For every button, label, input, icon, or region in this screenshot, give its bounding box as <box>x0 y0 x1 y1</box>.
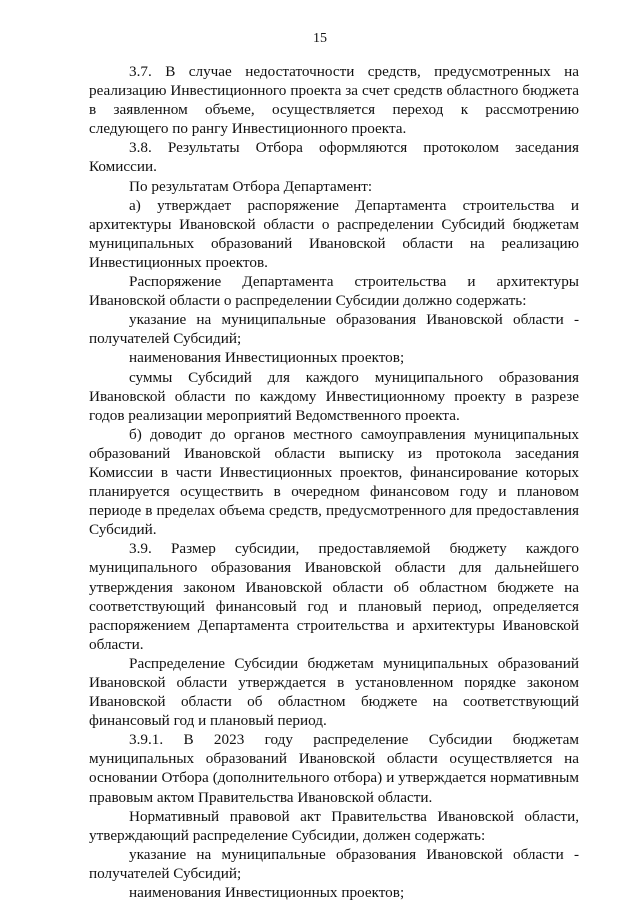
paragraph-subsidy-amounts: суммы Субсидий для каждого муниципального образования Ивановской области по каждому Инвестиционному проекту в разрезе годов реализации мероприятий Ведомственного проекта. <box>89 368 579 424</box>
paragraph-3-9-1: 3.9.1. В 2023 году распределение Субсидии бюджетам муниципальных образований Ивановской области осуществляется на основании Отбора (дополнительного отбора) и утверждается нормативным правовым актом Правительства Ивановской области. <box>89 731 579 806</box>
paragraph-project-names-2: наименования Инвестиционных проектов; <box>129 884 405 902</box>
paragraph-3-9: 3.9. Размер субсидии, предоставляемой бюджету каждого муниципального образования Ивановской области для дальнейшего утверждения законом Ивановской области об областном бюджете на соответствующий финансовый год и плановый период, определяется распоряжением Департамента строительства и архитектуры Ивановской области. <box>89 540 579 653</box>
paragraph-normative-act: Нормативный правовой акт Правительства Ивановской области, утверждающий распределение Субсидии, должен содержать: <box>89 807 579 844</box>
paragraph-item-b: б) доводит до органов местного самоуправления муниципальных образований Ивановской области выписку из протокола заседания Комиссии в части Инвестиционных проектов, финансирование которых планируется осуществить в очередном финансовом году и плановом периоде в пределах объема средств, предусмотренного для предоставления Субсидий. <box>89 425 579 539</box>
paragraph-recipients: указание на муниципальные образования Ивановской области - получателей Субсидий; <box>89 311 579 348</box>
paragraph-item-a: а) утверждает распоряжение Департамента строительства и архитектуры Ивановской области о распределении Субсидий бюджетам муниципальных образований Ивановской области на реализацию Инвестиционных проектов. <box>89 196 579 271</box>
page-number: 15 <box>313 31 327 46</box>
paragraph-3-8: 3.8. Результаты Отбора оформляются протоколом заседания Комиссии. <box>89 139 579 176</box>
paragraph-recipients-2: указание на муниципальные образования Ивановской области - получателей Субсидий; <box>89 845 579 882</box>
paragraph-order-contents: Распоряжение Департамента строительства и архитектуры Ивановской области о распределении Субсидии должно содержать: <box>89 273 579 310</box>
paragraph-3-7: 3.7. В случае недостаточности средств, предусмотренных на реализацию Инвестиционного проекта за счет средств областного бюджета в заявленном объеме, осуществляется переход к рассмотрению следующего по рангу Инвестиционного проекта. <box>89 63 579 138</box>
paragraph-project-names: наименования Инвестиционных проектов; <box>129 349 405 367</box>
document-body <box>89 62 579 902</box>
paragraph-department-results: По результатам Отбора Департамент: <box>129 177 373 195</box>
paragraph-distribution: Распределение Субсидии бюджетам муниципальных образований Ивановской области утверждается в установленном порядке законом Ивановской области об областном бюджете на соответствующий финансовый год и плановый период. <box>89 654 579 730</box>
